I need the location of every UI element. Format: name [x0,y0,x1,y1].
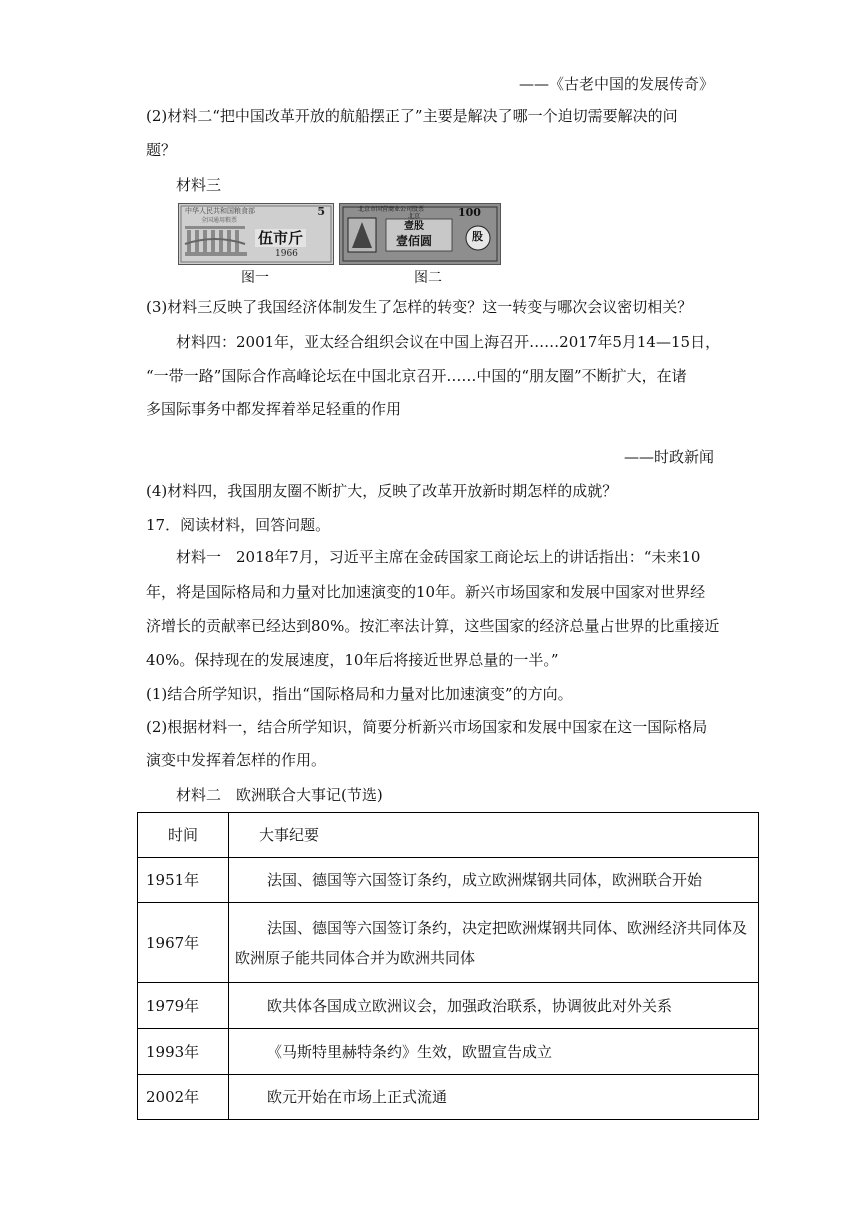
figure-2-caption: 图二 [414,270,442,286]
fig2-share-label: 壹股 [404,221,424,232]
fig1-denomination: 伍市斤 [255,229,306,247]
question-17-1: (1)结合所学知识，指出“国际格局和力量对比加速演变”的方向。 [146,685,573,703]
question-2: (2)材料二“把中国改革开放的航船摆正了”主要是解决了哪一个迫切需要解决的问 [146,107,678,125]
header-time: 时间 [138,813,229,858]
table-row [138,1029,759,1075]
header-events: 大事纪要 [229,813,759,858]
eu-events-table [137,812,759,1120]
question-17-heading: 17．阅读材料，回答问题。 [146,516,331,534]
row-event: 法国、德国等六国签订条约，成立欧洲煤钢共同体，欧洲联合开始 [229,858,759,903]
material-4-line-1: 材料四：2001年，亚太经合组织会议在中国上海召开……2017年5月14—15日， [176,333,721,351]
table-row [138,858,759,903]
question-4: (4)材料四，我国朋友圈不断扩大，反映了改革开放新时期怎样的成就？ [146,482,618,500]
source-line-1: ——《古老中国的发展传奇》 [518,75,714,93]
fig1-number: 5 [317,205,325,218]
material-1-line-4: 40%。保持现在的发展速度，10年后将接近世界总量的一半。” [146,651,559,669]
row-year: 1951年 [138,858,229,903]
row-year: 1993年 [138,1029,229,1075]
material-4-line-3: 多国际事务中都发挥着举足轻重的作用 [146,400,402,418]
row-year: 2002年 [138,1075,229,1120]
question-17-2-cont: 演变中发挥着怎样的作用。 [146,751,327,769]
table-row [138,1075,759,1120]
fig1-year: 1966 [275,249,298,259]
fig2-seal: 股 [472,230,483,243]
row-event: 欧元开始在市场上正式流通 [229,1075,759,1120]
question-3: (3)材料三反映了我国经济体制发生了怎样的转变？这一转变与哪次会议密切相关？ [146,298,693,316]
material-1-line-2: 年，将是国际格局和力量对比加速演变的10年。新兴市场国家和发展中国家对世界经 [146,583,706,601]
material-1-line-1: 材料一 2018年7月，习近平主席在金砖国家工商论坛上的讲话指出：“未来10 [176,548,701,566]
question-2-cont: 题？ [146,141,177,159]
material-4-line-2: “一带一路”国际合作高峰论坛在中国北京召开……中国的“朋友圈”不断扩大，在诸 [146,367,687,385]
material-2-title: 材料二 欧洲联合大事记(节选) [176,786,383,804]
material-1-line-3: 济增长的贡献率已经达到80%。按汇率法计算，这些国家的经济总量占世界的比重接近 [146,617,720,635]
figure-1-grain-ticket [178,203,334,265]
fig2-denomination: 壹佰圆 [396,234,433,248]
figure-1-caption: 图一 [241,270,269,286]
row-event: 法国、德国等六国签订条约，决定把欧洲煤钢共同体、欧洲经济共同体及 欧洲原子能共同体合并为欧洲共同体 [229,903,759,983]
row-year: 1979年 [138,983,229,1029]
row-event: 《马斯特里赫特条约》生效，欧盟宣告成立 [229,1029,759,1075]
fig2-header: 北京市国营商业公司股票 [358,206,425,213]
table-row [138,983,759,1029]
fig1-header: 中华人民共和国粮食部 [185,207,255,215]
fig1-subheader: 全国通用粮票 [201,217,238,224]
fig2-number: 100 [458,206,481,219]
fig2-city: 北京 [408,213,421,220]
figure-2-share-certificate [339,203,501,265]
source-line-2: ——时政新闻 [623,448,714,466]
row-year: 1967年 [138,903,229,983]
row-event: 欧共体各国成立欧洲议会，加强政治联系，协调彼此对外关系 [229,983,759,1029]
material-3-label: 材料三 [176,176,222,194]
question-17-2: (2)根据材料一，结合所学知识，简要分析新兴市场国家和发展中国家在这一国际格局 [146,718,708,736]
table-header-row [138,813,759,858]
table-row [138,903,759,983]
